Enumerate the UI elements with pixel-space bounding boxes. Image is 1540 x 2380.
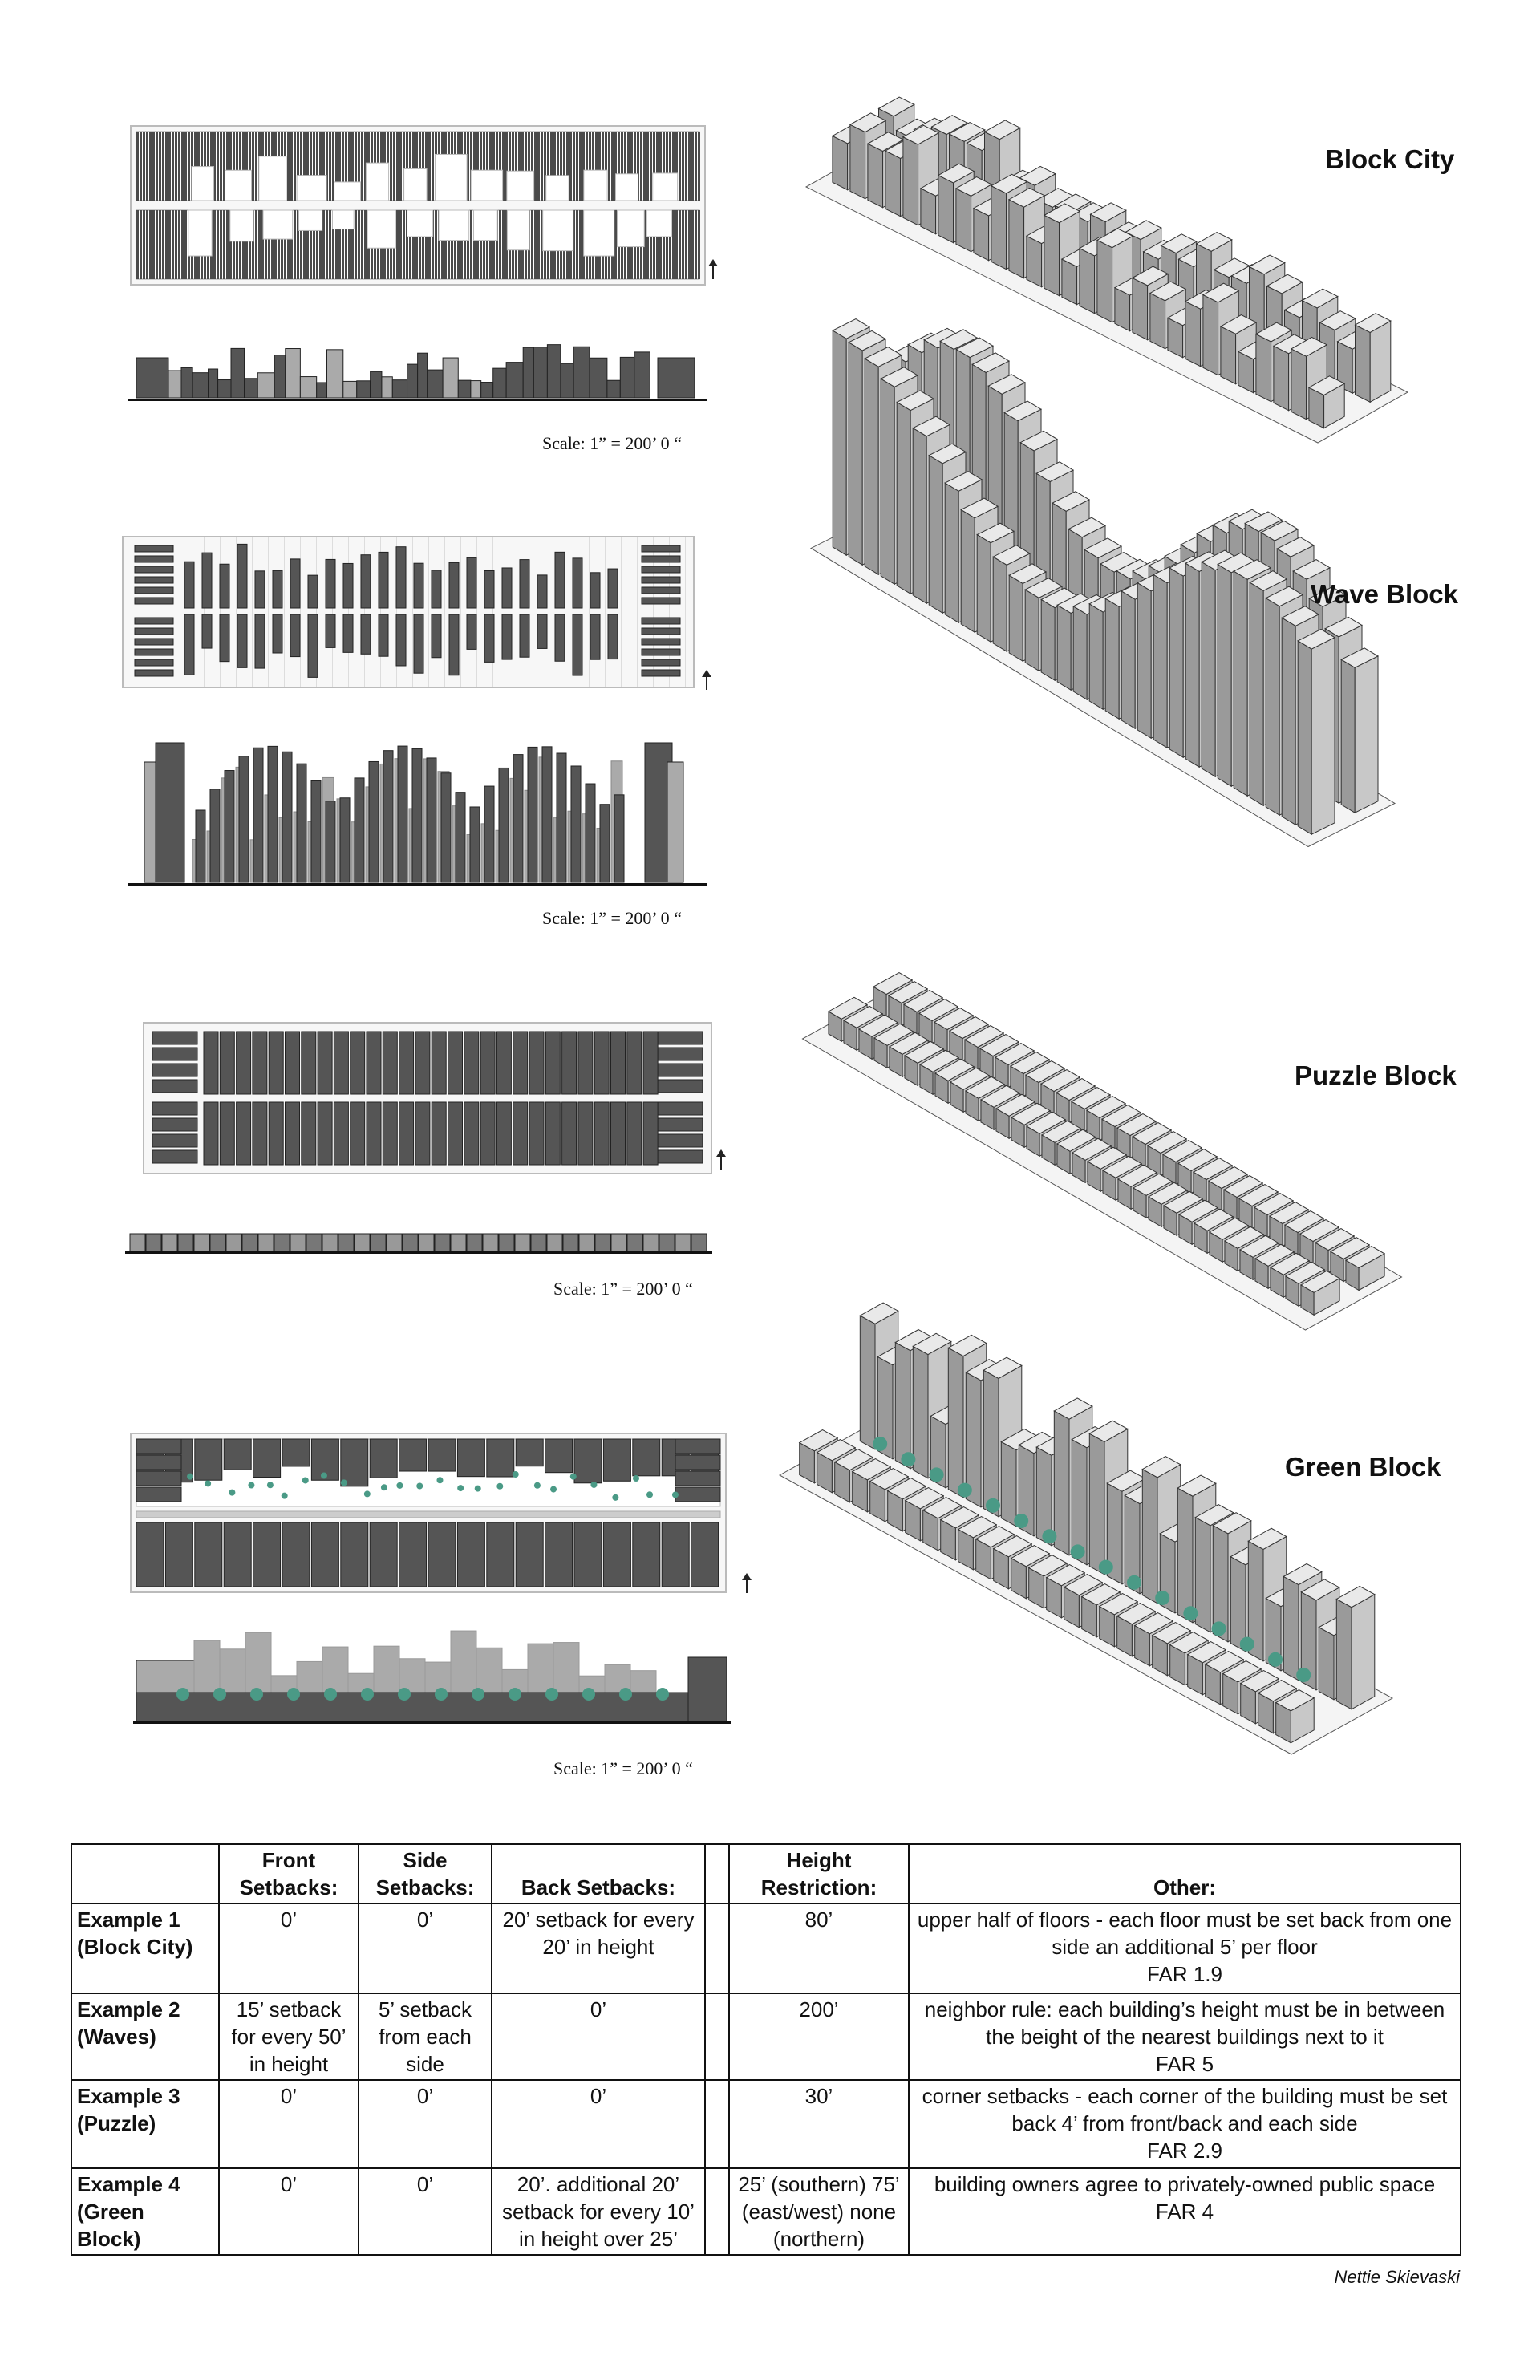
block-city-plan: [130, 125, 706, 286]
far-value: FAR 5: [1155, 2052, 1214, 2076]
zoning-rules-table: [71, 1843, 1461, 2256]
other-text: upper half of floors - each floor must be set back from one side an additional 5’ per floor: [917, 1908, 1453, 1959]
table-row: [71, 2080, 1461, 2168]
cell-back: 0’: [492, 2080, 705, 2168]
cell-side: 5’ setback from each side: [359, 1993, 492, 2080]
cell-other: [909, 2080, 1461, 2168]
cell-side: 0’: [359, 1904, 492, 1993]
author-credit: Nettie Skievaski: [1334, 2267, 1460, 2287]
cell-side: 0’: [359, 2168, 492, 2255]
wave-block-axonometric: [834, 481, 1460, 931]
wave-block-title: Wave Block: [1311, 579, 1459, 609]
north-arrow-1: [712, 265, 714, 279]
other-text: building owners agree to privately-owned public space: [934, 2172, 1436, 2196]
ground-line-4: [133, 1721, 732, 1724]
puzzle-block-title: Puzzle Block: [1295, 1060, 1457, 1090]
cell-spacer: [705, 2080, 729, 2168]
header-height-restriction: Height Restriction:: [729, 1844, 909, 1904]
cell-front: 0’: [219, 2168, 359, 2255]
far-value: FAR 4: [1155, 2200, 1214, 2224]
header-spacer: [705, 1844, 729, 1904]
cell-front: 15’ setback for every 50’ in height: [219, 1993, 359, 2080]
table-header-row: [71, 1844, 1461, 1904]
puzzle-block-axonometric: [826, 963, 1452, 1324]
green-block-plan-drawing: [132, 1434, 725, 1591]
far-value: FAR 2.9: [1147, 2139, 1222, 2163]
row-label: Example 4 (Green Block): [71, 2168, 219, 2255]
scale-label-2: Scale: 1” = 200’ 0 “: [542, 908, 682, 928]
table-row: [71, 2168, 1461, 2255]
cell-height: 200’: [729, 1993, 909, 2080]
cell-back: 0’: [492, 1993, 705, 2080]
table-row: [71, 1904, 1461, 1993]
row-label: Example 3 (Puzzle): [71, 2080, 219, 2168]
puzzle-block-plan: [143, 1022, 712, 1174]
scale-label-1: Scale: 1” = 200’ 0 “: [542, 433, 682, 453]
block-city-elevation: [128, 337, 706, 401]
header-back-setbacks: Back Setbacks:: [492, 1844, 705, 1904]
green-block-plan: [130, 1433, 727, 1593]
north-arrow-2: [706, 675, 707, 690]
ground-line-1: [128, 399, 707, 401]
cell-height: 80’: [729, 1904, 909, 1993]
cell-spacer: [705, 2168, 729, 2255]
ground-line-2: [128, 883, 707, 886]
north-arrow-3: [720, 1155, 722, 1170]
wave-block-elevation: [128, 738, 706, 882]
puzzle-block-plan-drawing: [144, 1024, 711, 1173]
scale-label-4: Scale: 1” = 200’ 0 “: [553, 1758, 693, 1778]
row-label: Example 1 (Block City): [71, 1904, 219, 1993]
header-front-setbacks: Front Setbacks:: [219, 1844, 359, 1904]
cell-front: 0’: [219, 2080, 359, 2168]
row-label: Example 2 (Waves): [71, 1993, 219, 2080]
block-city-title: Block City: [1325, 144, 1455, 174]
ground-line-3: [125, 1251, 712, 1254]
green-block-title: Green Block: [1285, 1452, 1441, 1482]
cell-spacer: [705, 1993, 729, 2080]
other-text: corner setbacks - each corner of the building must be set back 4’ from front/back and each side: [922, 2084, 1448, 2135]
header-blank: [71, 1844, 219, 1904]
scale-label-3: Scale: 1” = 200’ 0 “: [553, 1279, 693, 1299]
green-block-elevation: [135, 1636, 728, 1725]
north-arrow-4: [746, 1579, 748, 1593]
wave-block-plan-drawing: [124, 537, 693, 687]
cell-other: [909, 2168, 1461, 2255]
cell-back: 20’. additional 20’ setback for every 10’ in height over 25’: [492, 2168, 705, 2255]
table-row: [71, 1993, 1461, 2080]
cell-height: 30’: [729, 2080, 909, 2168]
header-side-setbacks: Side Setbacks:: [359, 1844, 492, 1904]
block-city-plan-drawing: [132, 127, 704, 284]
cell-other: [909, 1904, 1461, 1993]
header-other: Other:: [909, 1844, 1461, 1904]
wave-block-plan: [122, 536, 695, 688]
cell-height: 25’ (southern) 75’ (east/west) none (northern): [729, 2168, 909, 2255]
cell-back: 20’ setback for every 20’ in height: [492, 1904, 705, 1993]
other-text: neighbor rule: each building’s height must be in between the beight of the nearest buildings next to it: [924, 1997, 1445, 2049]
cell-side: 0’: [359, 2080, 492, 2168]
cell-other: [909, 1993, 1461, 2080]
cell-spacer: [705, 1904, 729, 1993]
cell-front: 0’: [219, 1904, 359, 1993]
far-value: FAR 1.9: [1147, 1962, 1222, 1986]
